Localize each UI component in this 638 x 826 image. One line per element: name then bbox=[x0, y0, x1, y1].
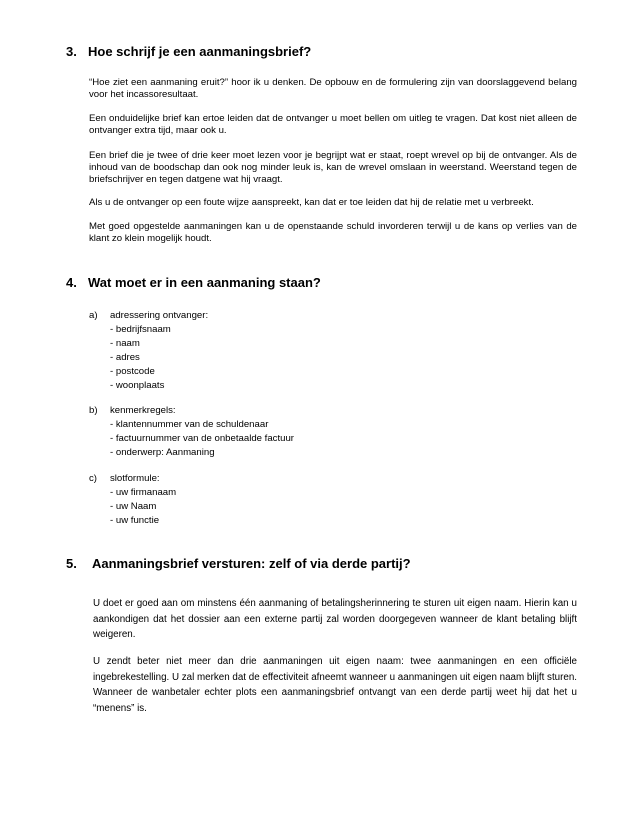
list-title: adressering ontvanger: bbox=[110, 310, 209, 321]
section-3-paragraph: “Hoe ziet een aanmaning eruit?” hoor ik u denken. De opbouw en de formulering zijn van doorslaggevend belang voor het incassoresultaat. bbox=[89, 77, 577, 100]
list-item: - uw Naam bbox=[110, 501, 157, 512]
section-3-paragraph: Met goed opgestelde aanmaningen kan u de openstaande schuld invorderen terwijl u de kans op verlies van de klant zo klein mogelijk houdt. bbox=[89, 221, 577, 244]
section-3-title: Hoe schrijf je een aanmaningsbrief? bbox=[88, 44, 312, 59]
section-3-paragraph: Een onduidelijke brief kan ertoe leiden dat de ontvanger u moet bellen om uitleg te vragen. Dat kost niet alleen de ontvanger extra tijd, maar ook u. bbox=[89, 113, 577, 136]
section-5-number: 5. bbox=[66, 556, 77, 571]
section-3-number: 3. bbox=[66, 44, 77, 59]
list-title: slotformule: bbox=[110, 473, 160, 484]
section-4-number: 4. bbox=[66, 275, 77, 290]
list-item: - klantennummer van de schuldenaar bbox=[110, 419, 269, 430]
section-5-heading bbox=[66, 556, 411, 571]
section-5-paragraph: U doet er goed aan om minstens één aanmaning of betalingsherinnering te sturen uit eigen naam. Hierin kan u aankondigen dat het dossier aan een externe partij zal worden doorgegeven wanneer de klant betaling blijft weigeren. bbox=[93, 598, 577, 640]
list-item: - naam bbox=[110, 338, 140, 349]
list-title: kenmerkregels: bbox=[110, 405, 176, 416]
section-5-title: Aanmaningsbrief versturen: zelf of via derde partij? bbox=[92, 556, 411, 571]
list-label: c) bbox=[89, 473, 97, 484]
list-item: - adres bbox=[110, 352, 140, 363]
list-label: b) bbox=[89, 405, 98, 416]
list-item: - postcode bbox=[110, 366, 155, 377]
section-4-heading bbox=[66, 275, 321, 290]
section-4-title: Wat moet er in een aanmaning staan? bbox=[88, 275, 321, 290]
list-item: - uw firmanaam bbox=[110, 487, 177, 498]
list-item: - factuurnummer van de onbetaalde factuur bbox=[110, 433, 294, 444]
list-item: - woonplaats bbox=[110, 380, 165, 391]
section-3-paragraph: Een brief die je twee of drie keer moet lezen voor je begrijpt wat er staat, roept wrevel op bij de ontvanger. Als de inhoud van de boodschap dan ook nog minder leuk is, kan de wrevel omslaan in weerstand. Weerstand tegen de briefschrijver en tegen datgene wat hij vraagt. bbox=[89, 150, 577, 185]
section-5-paragraph: U zendt beter niet meer dan drie aanmaningen uit eigen naam: twee aanmaningen en een officiële ingebrekestelling. U zal merken dat de effectiviteit afneemt wanneer u aanmaningen uit eigen naam blijft sturen. Wanneer de wanbetaler echter plots een aanmaningsbrief ontvangt van een derde partij weet hij dat het u “menens” is. bbox=[93, 656, 577, 714]
list-label: a) bbox=[89, 310, 98, 321]
list-item: - bedrijfsnaam bbox=[110, 324, 171, 335]
section-3-heading bbox=[66, 44, 311, 59]
list-item: - uw functie bbox=[110, 515, 160, 526]
list-item: - onderwerp: Aanmaning bbox=[110, 447, 215, 458]
section-3-paragraph: Als u de ontvanger op een foute wijze aanspreekt, kan dat er toe leiden dat hij de relatie met u verbreekt. bbox=[89, 197, 534, 208]
